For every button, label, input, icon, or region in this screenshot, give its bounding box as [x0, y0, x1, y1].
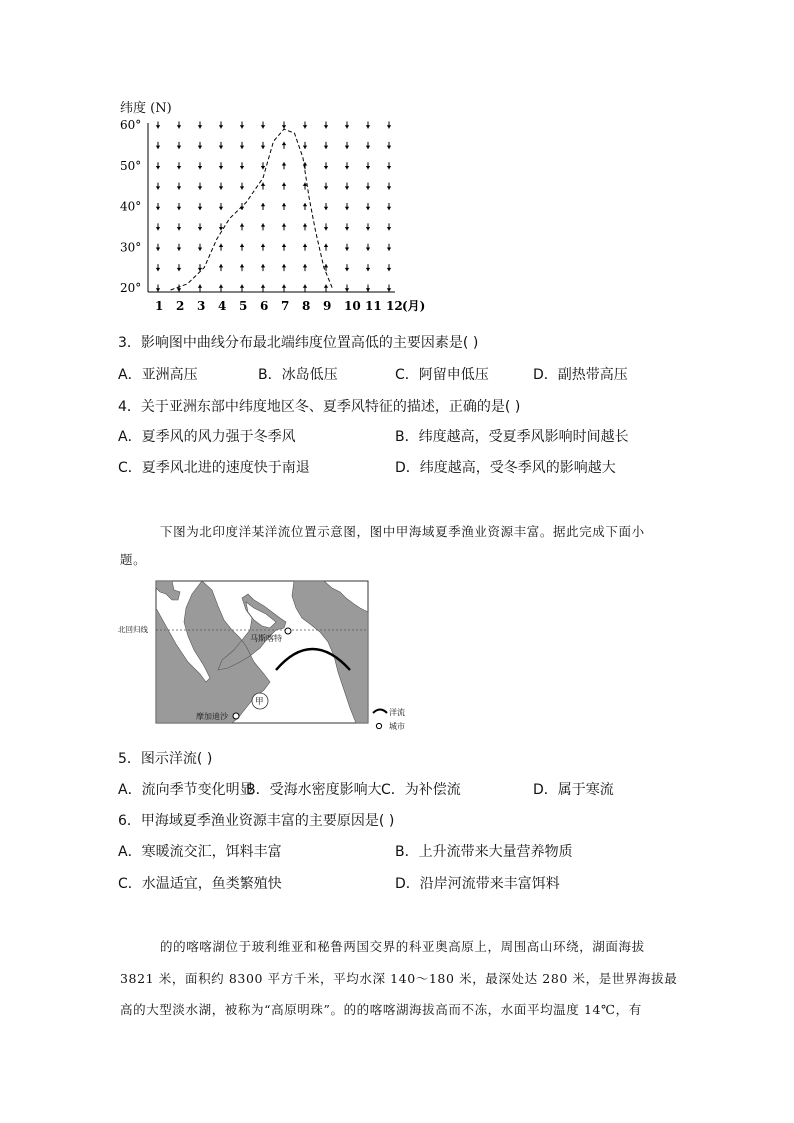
- q4-option-a[interactable]: A．夏季风的风力强于冬季风: [118, 429, 296, 445]
- x-tick-label: 4: [218, 299, 227, 313]
- wind-arrow-head: [177, 288, 181, 291]
- wind-arrow-head: [366, 227, 370, 230]
- q4-option-c[interactable]: C．夏季风北进的速度快于南退: [118, 460, 310, 476]
- q5-option-c[interactable]: C．为补偿流: [381, 782, 461, 798]
- wind-arrow-head: [240, 223, 244, 226]
- q5-option-d[interactable]: D．属于寒流: [533, 782, 614, 798]
- wind-arrow-head: [177, 166, 181, 169]
- wind-arrow-head: [282, 183, 286, 186]
- wind-arrow-head: [156, 227, 160, 230]
- wind-arrow-head: [219, 166, 223, 169]
- wind-arrow-head: [366, 186, 370, 189]
- q3-option-a[interactable]: A．亚洲高压: [118, 367, 198, 383]
- wind-arrow-head: [177, 268, 181, 271]
- x-tick-label: 2: [176, 299, 185, 313]
- wind-arrow-head: [219, 186, 223, 189]
- x-tick-label: 3: [197, 299, 206, 313]
- wind-arrow-head: [156, 288, 160, 291]
- x-tick-label: 12: [386, 299, 403, 313]
- city-mogadishu-label: 摩加迪沙: [196, 712, 228, 721]
- wind-arrow-head: [240, 125, 244, 128]
- wind-arrow-head: [198, 186, 202, 189]
- wind-arrow-head: [156, 186, 160, 189]
- wind-arrow-head: [261, 223, 265, 226]
- wind-arrow-head: [240, 166, 244, 169]
- q3-option-b[interactable]: B．冰岛低压: [258, 367, 338, 383]
- question-6-stem: 6．甲海域夏季渔业资源丰富的主要原因是( ): [118, 813, 395, 829]
- wind-arrow-head: [156, 166, 160, 169]
- wind-arrow-head: [282, 125, 286, 128]
- q5-option-a[interactable]: A．流向季节变化明显: [118, 782, 254, 798]
- wind-arrow-head: [198, 248, 202, 251]
- wind-arrow-head: [345, 186, 349, 189]
- wind-arrow-head: [240, 146, 244, 149]
- x-tick-label: 7: [281, 299, 290, 313]
- wind-arrow-head: [366, 166, 370, 169]
- ocean-current-map: [114, 578, 414, 731]
- wind-arrow-head: [198, 227, 202, 230]
- map-svg: [114, 578, 414, 728]
- x-axis-unit: (月): [402, 299, 426, 313]
- x-tick-label: 9: [323, 299, 332, 313]
- wind-arrow-head: [303, 285, 307, 288]
- q3-option-c[interactable]: C．阿留申低压: [395, 367, 489, 383]
- wind-arrow-head: [366, 125, 370, 128]
- wind-arrow-head: [345, 125, 349, 128]
- wind-arrow-head: [156, 248, 160, 251]
- tropic-label: 北回归线: [118, 625, 148, 634]
- question-5-stem: 5．图示洋流( ): [118, 751, 213, 767]
- wind-arrow-head: [282, 244, 286, 247]
- wind-arrow-head: [219, 125, 223, 128]
- wind-arrow-head: [282, 264, 286, 267]
- wind-arrow-head: [345, 227, 349, 230]
- wind-arrow-head: [198, 125, 202, 128]
- wind-arrow-head: [198, 207, 202, 210]
- wind-arrow-head: [366, 248, 370, 251]
- wind-arrow-head: [219, 207, 223, 210]
- wind-arrow-head: [198, 285, 202, 288]
- q4-option-b[interactable]: B．纬度越高，受夏季风影响时间越长: [395, 429, 629, 445]
- wind-arrow-head: [156, 207, 160, 210]
- wind-arrow-head: [219, 146, 223, 149]
- wind-arrow-head: [282, 203, 286, 206]
- wind-arrow-head: [282, 223, 286, 226]
- wind-arrow-head: [324, 186, 328, 189]
- wind-arrow-head: [303, 244, 307, 247]
- wind-arrow-head: [387, 227, 391, 230]
- wind-arrow-head: [324, 146, 328, 149]
- legend-city-icon: [376, 723, 381, 728]
- y-tick-label: 20°: [120, 281, 142, 295]
- passage-3-line-3: 高的大型淡水湖，被称为“高原明珠”。的的喀喀湖海拔高而不冻，水面平均温度 14℃，有: [120, 1002, 642, 1017]
- wind-arrow-head: [366, 268, 370, 271]
- y-tick-label: 60°: [120, 118, 142, 132]
- wind-arrow-head: [387, 268, 391, 271]
- q4-option-d[interactable]: D．纬度越高，受冬季风的影响越大: [395, 460, 616, 476]
- x-tick-label: 11: [365, 299, 382, 313]
- question-4-stem: 4．关于亚洲东部中纬度地区冬、夏季风特征的描述，正确的是( ): [118, 399, 521, 415]
- wind-arrow-head: [366, 288, 370, 291]
- legend-current-icon: [373, 710, 387, 714]
- wind-arrow-head: [240, 285, 244, 288]
- wind-arrow-head: [177, 227, 181, 230]
- wind-arrow-head: [261, 183, 265, 186]
- wind-arrow-head: [324, 264, 328, 267]
- x-tick-label: 5: [239, 299, 248, 313]
- q6-option-d[interactable]: D．沿岸河流带来丰富饵料: [395, 876, 560, 892]
- wind-arrow-head: [219, 264, 223, 267]
- x-tick-label: 10: [344, 299, 361, 313]
- wind-arrow-head: [156, 268, 160, 271]
- wind-arrow-head: [177, 146, 181, 149]
- wind-arrow-head: [261, 203, 265, 206]
- passage-3-line-1: 的的喀喀湖位于玻利维亚和秘鲁两国交界的科亚奥高原上，周围高山环绕，湖面海拔: [160, 939, 645, 954]
- wind-arrow-head: [177, 248, 181, 251]
- wind-arrow-head: [261, 125, 265, 128]
- q6-option-b[interactable]: B．上升流带来大量营养物质: [395, 844, 573, 860]
- y-tick-label: 30°: [120, 240, 142, 255]
- wind-arrow-head: [387, 288, 391, 291]
- q6-option-c[interactable]: C．水温适宜，鱼类繁殖快: [118, 876, 282, 892]
- q3-option-d[interactable]: D．副热带高压: [533, 367, 628, 383]
- passage-2-line-2: 题。: [120, 552, 147, 567]
- wind-arrow-head: [345, 248, 349, 251]
- passage-3-line-2: 3821 米，面积约 8300 平方千米，平均水深 140～180 米，最深处达 280 米，是世界海拔最: [120, 971, 678, 986]
- x-tick-label: 8: [302, 299, 311, 313]
- wind-arrow-head: [282, 285, 286, 288]
- wind-arrow-head: [261, 285, 265, 288]
- wind-arrow-head: [177, 125, 181, 128]
- wind-arrow-head: [345, 288, 349, 291]
- wind-arrow-head: [303, 264, 307, 267]
- wind-arrow-head: [324, 125, 328, 128]
- wind-arrow-head: [282, 142, 286, 145]
- wind-arrow-head: [387, 166, 391, 169]
- wind-arrow-head: [219, 227, 223, 230]
- wind-arrow-head: [198, 146, 202, 149]
- wind-arrow-head: [261, 264, 265, 267]
- wind-arrow-head: [387, 186, 391, 189]
- x-tick-label: 1: [155, 299, 164, 313]
- wind-arrow-head: [303, 203, 307, 206]
- wind-arrow-head: [366, 207, 370, 210]
- y-tick-label: 40°: [120, 199, 142, 214]
- wind-latitude-figure: [110, 95, 440, 325]
- wind-arrow-head: [156, 146, 160, 149]
- wind-arrow-head: [198, 268, 202, 271]
- passage-2-line-1: 下图为北印度洋某洋流位置示意图，图中甲海域夏季渔业资源丰富。据此完成下面小: [160, 524, 645, 539]
- wind-arrow-head: [177, 207, 181, 210]
- wind-arrow-head: [387, 207, 391, 210]
- wind-arrow-head: [387, 248, 391, 251]
- wind-arrow-head: [387, 125, 391, 128]
- wind-arrow-head: [261, 166, 265, 169]
- wind-arrow-head: [345, 146, 349, 149]
- wind-arrow-head: [303, 125, 307, 128]
- wind-arrow-head: [219, 285, 223, 288]
- wind-arrow-head: [324, 207, 328, 210]
- wind-arrow-head: [366, 146, 370, 149]
- wind-arrow-head: [177, 186, 181, 189]
- q6-option-a[interactable]: A．寒暖流交汇，饵料丰富: [118, 844, 282, 860]
- wind-arrow-head: [345, 166, 349, 169]
- wind-arrow-head: [198, 166, 202, 169]
- wind-arrow-head: [303, 146, 307, 149]
- legend-symbols: [370, 704, 390, 734]
- x-tick-label: 6: [260, 299, 269, 313]
- legend-current-label: 洋流: [389, 708, 405, 717]
- wind-arrow-head: [261, 146, 265, 149]
- wind-arrow-head: [240, 244, 244, 247]
- wind-arrow-head: [324, 166, 328, 169]
- wind-arrow-head: [240, 264, 244, 267]
- y-tick-label: 50°: [120, 158, 142, 173]
- wind-arrow-head: [219, 244, 223, 247]
- wind-arrow-head: [345, 207, 349, 210]
- wind-arrow-head: [387, 146, 391, 149]
- wind-arrow-head: [240, 186, 244, 189]
- city-muscat-marker: [285, 628, 291, 634]
- wind-arrow-head: [324, 285, 328, 288]
- y-axis-title: 纬度 (N): [120, 101, 172, 116]
- wind-arrow-head: [324, 244, 328, 247]
- city-mogadishu-marker: [233, 713, 239, 719]
- legend-city-label: 城市: [389, 722, 405, 731]
- wind-arrow-head: [261, 244, 265, 247]
- monsoon-boundary-curve: [171, 129, 333, 290]
- wind-arrow-head: [156, 125, 160, 128]
- wind-arrow-head: [324, 227, 328, 230]
- question-3-stem: 3．影响图中曲线分布最北端纬度位置高低的主要因素是( ): [118, 335, 479, 351]
- wind-arrow-head: [303, 223, 307, 226]
- city-muscat-label: 马斯喀特: [250, 634, 282, 643]
- wind-arrow-head: [345, 268, 349, 271]
- sea-area-jia-label: 甲: [255, 697, 264, 707]
- wind-arrow-head: [282, 162, 286, 165]
- q5-option-b[interactable]: B．受海水密度影响大: [246, 782, 382, 798]
- wind-arrow-chart: [110, 95, 440, 325]
